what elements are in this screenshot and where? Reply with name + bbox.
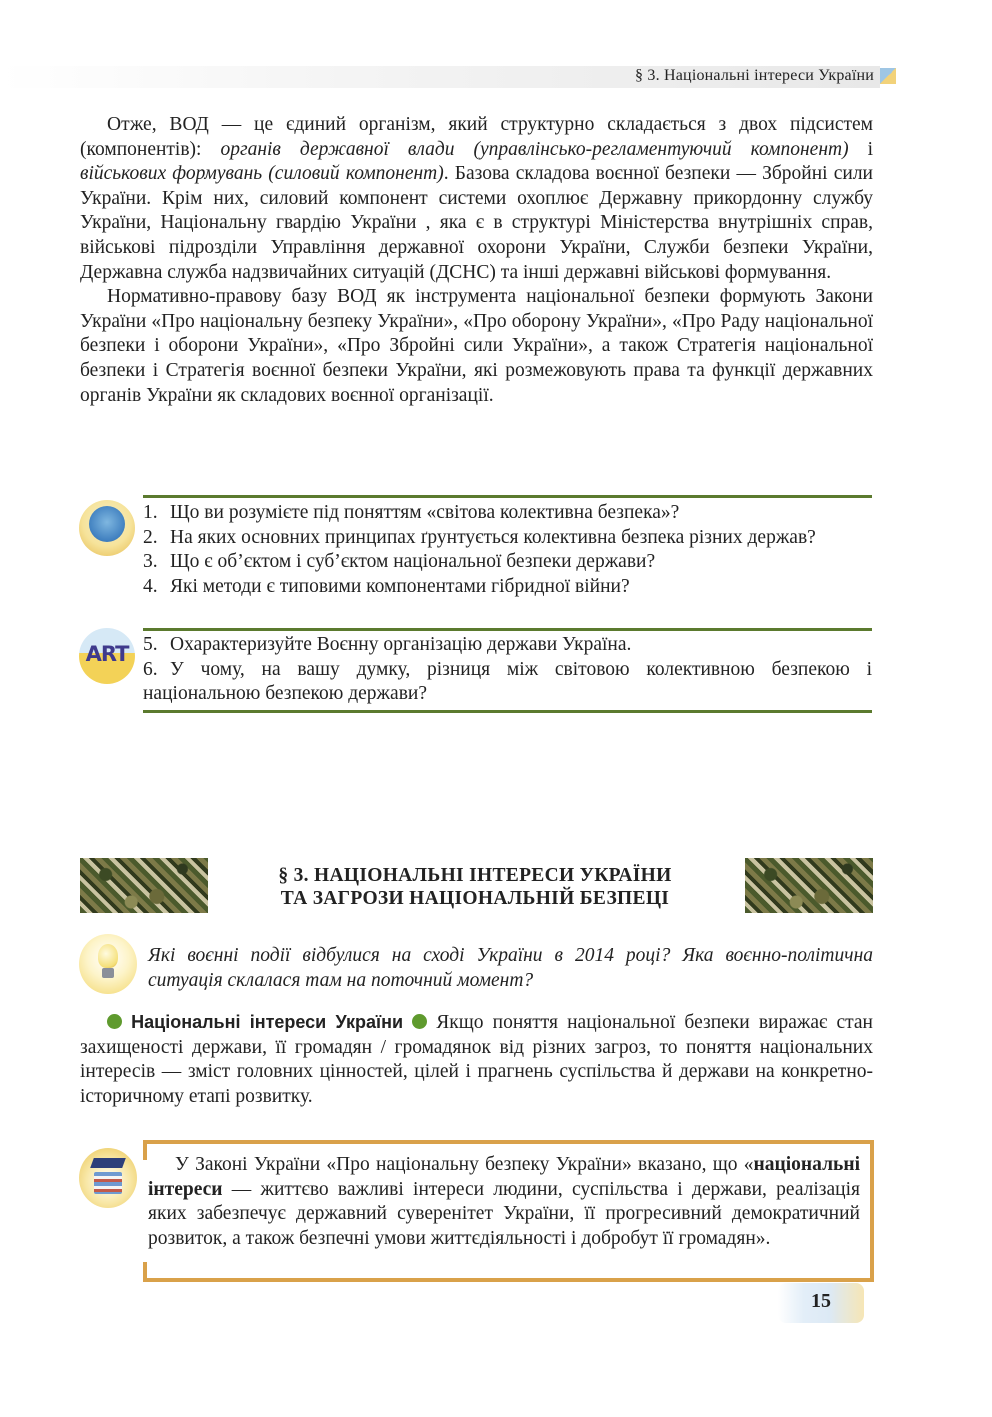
interests-text xyxy=(80,1010,873,1109)
page-number: 15 xyxy=(811,1290,831,1312)
paragraph-2: Нормативно-правову базу ВОД як інструмента національної безпеки формують Закони України «Про національну безпеку України», «Про оборону України», «Про Раду національної безпеки і оборони України», «Про Збройні сили України», а також Стратегія національної безпеки і Стратегія воєнної безпеки України, які розмежовують права та функції державних органів України як складових воєнної організації. xyxy=(80,286,873,406)
art-questions-block xyxy=(143,633,872,707)
questions-bottom-rule xyxy=(143,710,872,713)
paragraph-1: Отже, ВОД — це єдиний організм, який структурно складається з двох підсистем (компонентів): органів державної влади (управлінсько-регламентуючий компонент) і військових формувань (силовий компонент). Базова складова воєнної безпеки — Збройні сили України. Крім них, силовий компонент системи охоплює Державну прикордонну службу України, Національну гвардію України , яка є в структурі Міністерства внутрішніх справ, військові підрозділи Управління державної охорони України, Служби безпеки України, Державна служба надзвичайних ситуацій (ДСНС) та інші державні військові формування. xyxy=(80,114,874,283)
intro-question: Які воєнні події відбулися на сході України в 2014 році? Яка воєнно-політична ситуація склалася там на поточний момент? xyxy=(148,945,873,991)
question-3: 3. Що є об’єктом і суб’єктом національної безпеки держави? xyxy=(143,551,656,573)
camouflage-ornament-right xyxy=(745,858,873,913)
questions-block xyxy=(143,501,872,599)
bullet-dot-icon xyxy=(412,1014,427,1029)
italic-term-2: військових формувань (силовий компонент) xyxy=(80,163,444,185)
question-6: 6. У чому, на вашу думку, різниця між світовою колективною безпекою і національною безпекою держави? xyxy=(143,658,872,705)
art-icon: ART xyxy=(79,628,135,684)
interests-subheading: Національні інтереси України xyxy=(131,1012,404,1032)
head-thinking-icon xyxy=(79,500,135,556)
questions-top-rule xyxy=(143,495,872,498)
section-title: § 3. НАЦІОНАЛЬНІ ІНТЕРЕСИ УКРАЇНИ ТА ЗАГРОЗИ НАЦІОНАЛЬНІЙ БЕЗПЕЦІ xyxy=(278,865,672,909)
art-questions-top-rule xyxy=(143,628,872,631)
interests-paragraph: Національні інтереси України Якщо поняття національної безпеки виражає стан захищеності держави, її громадян / громадянок від різних загроз, то поняття національних інтересів — зміст головних цінностей, цілей і прагнень суспільства й держави на конкретно-історичному етапі розвитку. xyxy=(80,1012,873,1107)
body-text xyxy=(80,113,873,408)
question-5: 5. Охарактеризуйте Воєнну організацію держави Україна. xyxy=(143,634,632,655)
law-quote: У Законі України «Про національну безпеку України» вказано, що «національні інтереси — життєво важливі інтереси людини, суспільства і держави, реалізація яких забезпечує державний суверенітет України, її прогресивний демократичний розвиток, а також безпечні умови життєдіяльності і добробут її громадян». xyxy=(148,1154,860,1249)
question-4: 4. Які методи є типовими компонентами гібридної війни? xyxy=(143,575,630,597)
running-header: § 3. Національні інтереси України xyxy=(635,67,874,84)
law-term: національні інтереси xyxy=(148,1154,860,1200)
graduation-books-icon xyxy=(79,1148,137,1208)
question-2: 2. На яких основних принципах ґрунтується колективна безпека різних держав? xyxy=(143,526,816,548)
question-1: 1. Що ви розумієте під поняттям «світова колективна безпека»? xyxy=(143,502,680,523)
bullet-dot-icon xyxy=(107,1014,122,1029)
lightbulb-icon xyxy=(79,934,137,994)
camouflage-ornament-left xyxy=(80,858,208,913)
italic-term-1: органів державної влади (управлінсько-регламентуючий компонент) xyxy=(220,138,849,160)
header-corner-mark xyxy=(880,68,896,84)
